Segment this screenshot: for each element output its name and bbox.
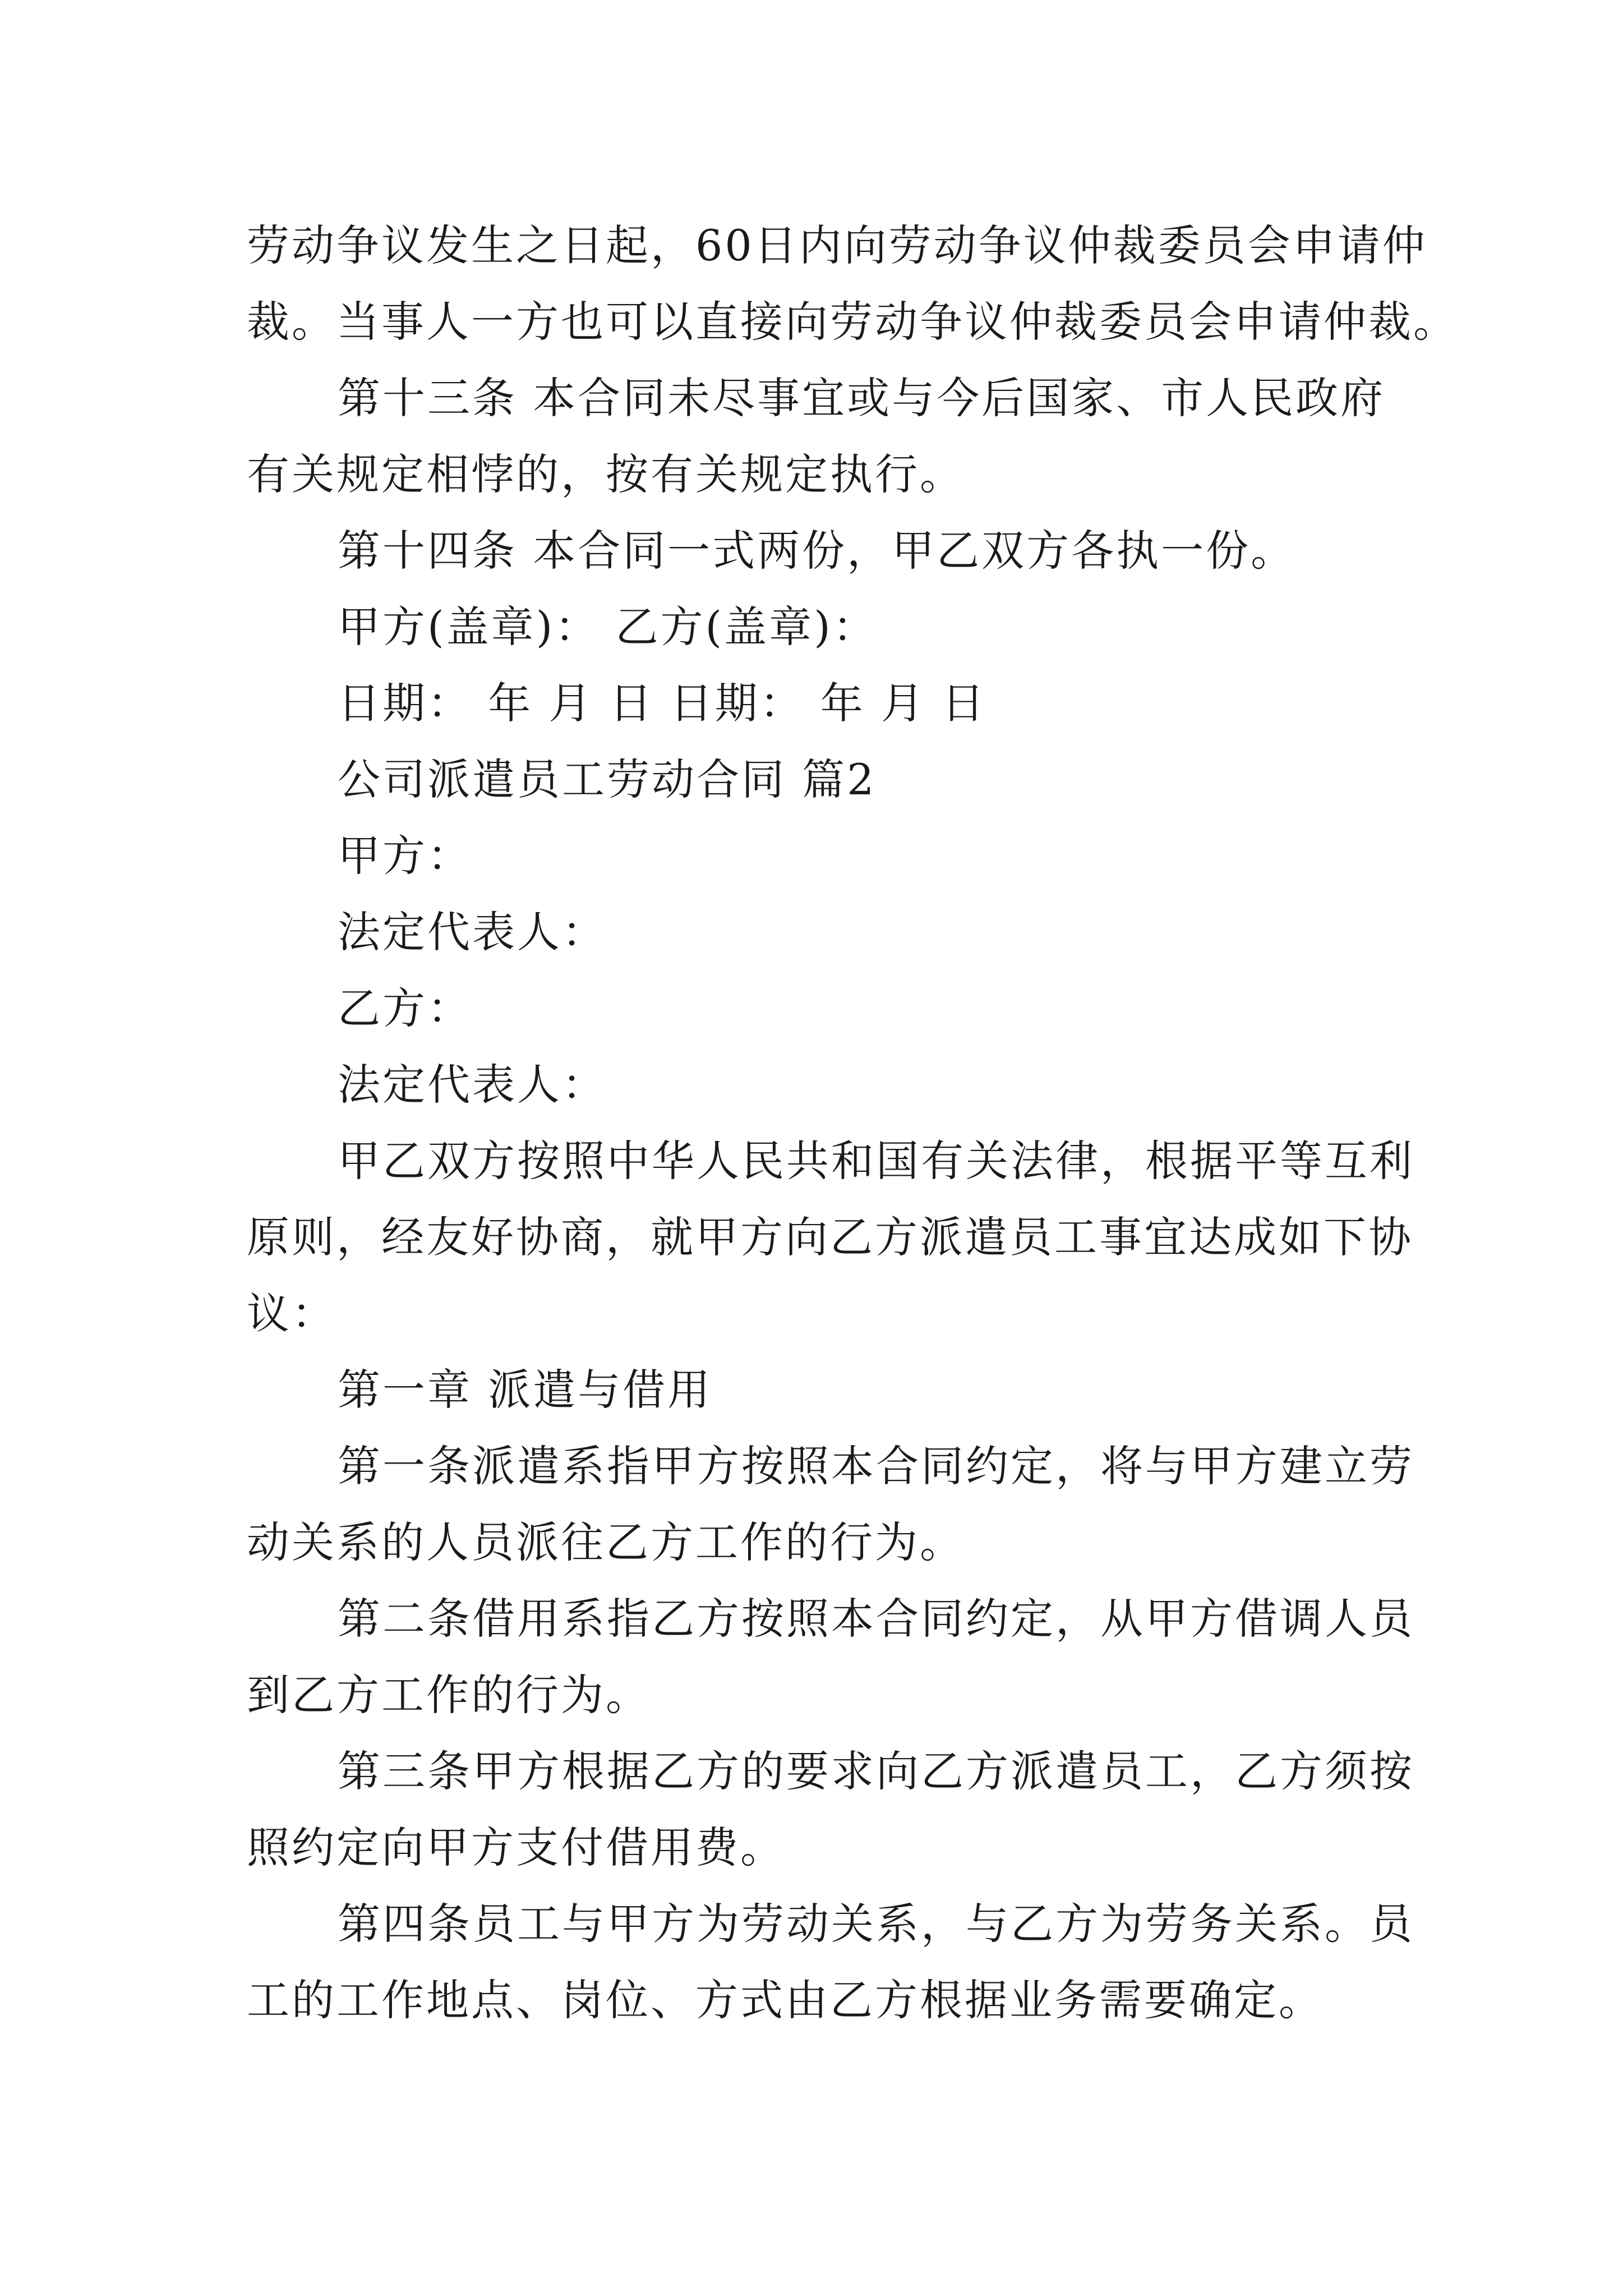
signature-line: 甲方(盖章)： 乙方(盖章)： xyxy=(338,602,878,652)
legal-rep-label: 法定代表人： xyxy=(338,907,607,957)
text-line: 第三条甲方根据乙方的要求向乙方派遣员工，乙方须按 xyxy=(338,1746,1414,1796)
text-line: 有关规定相悖的，按有关规定执行。 xyxy=(247,449,965,499)
text-line: 工的工作地点、岗位、方式由乙方根据业务需要确定。 xyxy=(247,1975,1324,2025)
party-b-label: 乙方： xyxy=(338,983,472,1033)
text-line: 第十三条 本合同未尽事宜或与今后国家、市人民政府 xyxy=(338,373,1386,423)
party-a-label: 甲方： xyxy=(338,831,472,881)
text-line: 裁。当事人一方也可以直接向劳动争议仲裁委员会申请仲裁。 xyxy=(247,297,1458,347)
legal-rep-label: 法定代表人： xyxy=(338,1060,607,1110)
text-line: 第一条派遣系指甲方按照本合同约定，将与甲方建立劳 xyxy=(338,1441,1414,1491)
section-heading: 公司派遣员工劳动合同 篇2 xyxy=(338,754,877,804)
text-line: 第二条借用系指乙方按照本合同约定，从甲方借调人员 xyxy=(338,1594,1414,1644)
text-line: 动关系的人员派往乙方工作的行为。 xyxy=(247,1517,965,1567)
chapter-heading: 第一章 派遣与借用 xyxy=(338,1365,713,1415)
text-line: 原则，经友好协商，就甲方向乙方派遣员工事宜达成如下协 xyxy=(247,1212,1413,1262)
text-line: 议： xyxy=(247,1289,336,1338)
text-line: 劳动争议发生之日起，60日内向劳动争议仲裁委员会申请仲 xyxy=(247,220,1427,270)
document-body xyxy=(247,208,1458,2039)
text-line: 第四条员工与甲方为劳动关系，与乙方为劳务关系。员 xyxy=(338,1899,1414,1949)
date-line: 日期： 年 月 日 日期： 年 月 日 xyxy=(338,678,987,728)
text-line: 甲乙双方按照中华人民共和国有关法律，根据平等互利 xyxy=(338,1136,1414,1186)
text-line: 第十四条 本合同一式两份，甲乙双方各执一份。 xyxy=(338,526,1296,576)
text-line: 到乙方工作的行为。 xyxy=(247,1670,651,1720)
text-line: 照约定向甲方支付借用费。 xyxy=(247,1823,785,1872)
